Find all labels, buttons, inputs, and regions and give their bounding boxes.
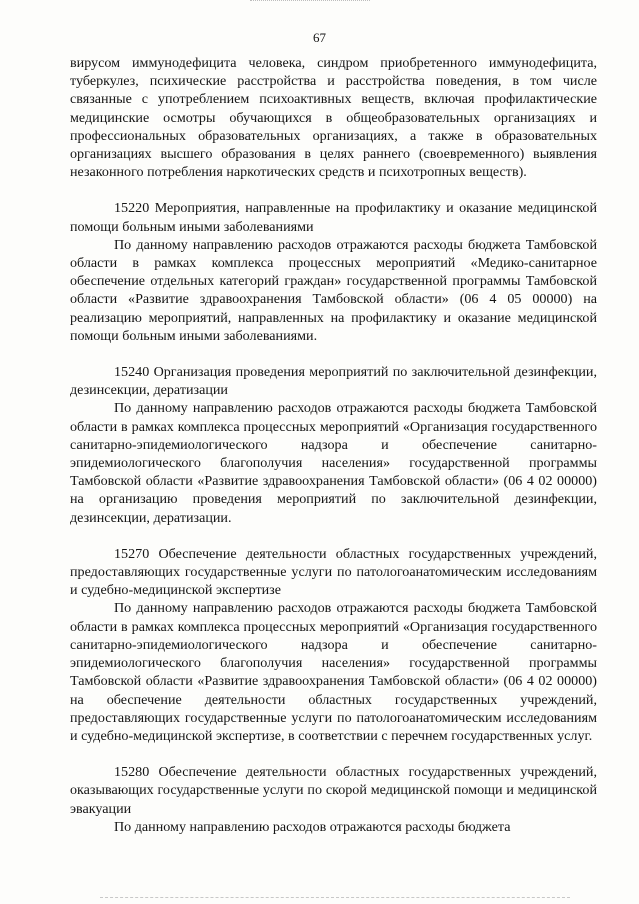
page-number: 67 <box>313 30 326 45</box>
document-body <box>70 54 597 836</box>
paragraph-intro-continuation: вирусом иммунодефицита человека, синдром приобретенного иммунодефицита, туберкулез, психические расстройства и расстройства поведения, в том числе связанные с употреблением психоактивных веществ, включая профилактические медицинские осмотры обучающихся в общеобразовательных организациях и профессиональных образовательных организациях, а также в образовательных организациях высшего образования в целях раннего (своевременного) выявления незаконного потребления наркотических средств и психотропных веществ). <box>70 55 597 181</box>
section-15240-heading: 15240 Организация проведения мероприятий по заключительной дезинфекции, дезинсекции, дератизации <box>70 364 597 399</box>
section-15220-heading: 15220 Мероприятия, направленные на профилактику и оказание медицинской помощи больным иными заболеваниями <box>70 200 597 235</box>
section-15220-body: По данному направлению расходов отражаются расходы бюджета Тамбовской области в рамках комплекса процессных мероприятий «Медико-санитарное обеспечение отдельных категорий граждан» государственной программы Тамбовской области «Развитие здравоохранения Тамбовской области» (06 4 05 00000) на реализацию мероприятий, направленных на профилактику и оказание медицинской помощи больным иными заболеваниями. <box>70 236 597 344</box>
section-15270-heading: 15270 Обеспечение деятельности областных государственных учреждений, предоставляющих государственные услуги по патологоанатомическим исследованиям и судебно-медицинской экспертизе <box>70 545 597 599</box>
section-15280-heading: 15280 Обеспечение деятельности областных государственных учреждений, оказывающих государственные услуги по скорой медицинской помощи и медицинской эвакуации <box>70 764 597 817</box>
section-15270-body: По данному направлению расходов отражаются расходы бюджета Тамбовской области в рамках комплекса процессных мероприятий «Организация государственного санитарно-эпидемиологического надзора и обеспечение санитарно-эпидемиологического благополучия населения» государственной программы Тамбовской области «Развитие здравоохранения Тамбовской области» (06 4 02 00000) на обеспечение деятельности областных государственных учреждений, предоставляющих государственные услуги по патологоанатомическим исследованиям и судебно-медицинской экспертизе, в соответствии с перечнем государственных услуг. <box>70 600 597 744</box>
section-15280-body: По данному направлению расходов отражаются расходы бюджета <box>114 818 511 835</box>
scan-artifact-bottom <box>100 895 570 898</box>
scan-artifact-top <box>250 0 370 4</box>
section-15240-body: По данному направлению расходов отражаются расходы бюджета Тамбовской области в рамках комплекса процессных мероприятий «Организация государственного санитарно-эпидемиологического надзора и обеспечение санитарно-эпидемиологического благополучия населения» государственной программы Тамбовской области «Развитие здравоохранения Тамбовской области» (06 4 02 00000) на организацию проведения мероприятий по заключительной дезинфекции, дезинсекции, дератизации. <box>70 400 597 526</box>
